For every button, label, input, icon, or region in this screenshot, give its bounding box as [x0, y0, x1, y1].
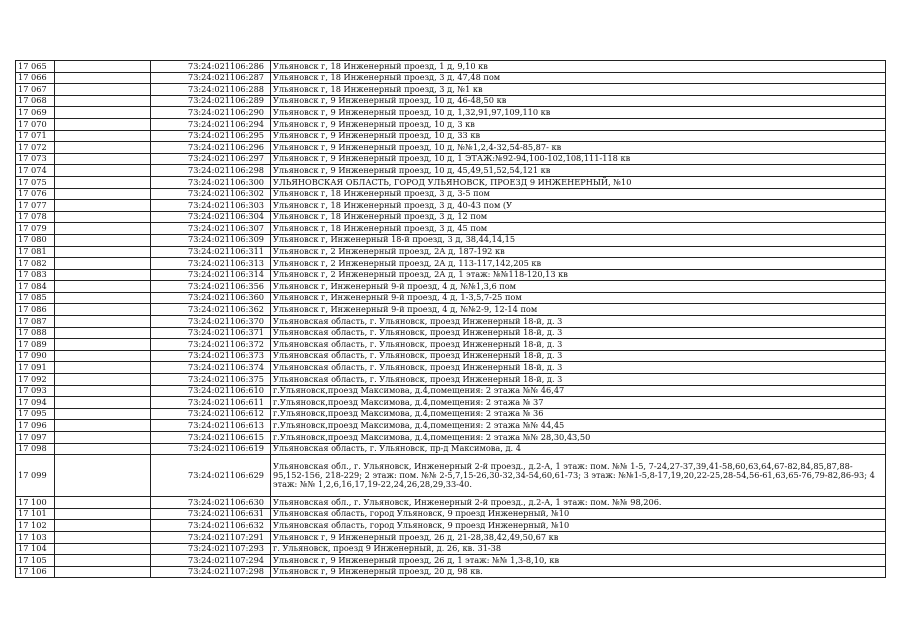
empty-cell — [55, 566, 151, 578]
empty-cell — [55, 281, 151, 293]
table-row — [16, 304, 886, 316]
row-number-cell: 17 073 — [16, 153, 55, 165]
cadastral-number-cell: 73:24:021106:288 — [151, 84, 271, 96]
address-cell: Ульяновская область, г. Ульяновск, проезд Инженерный 18-й, д. 3 — [271, 362, 886, 374]
row-number-cell: 17 074 — [16, 165, 55, 177]
cadastral-number-cell: 73:24:021107:291 — [151, 531, 271, 543]
table-row — [16, 269, 886, 281]
address-cell: Ульяновская область, г. Ульяновск, проезд Инженерный 18-й, д. 3 — [271, 350, 886, 362]
row-number-cell: 17 088 — [16, 327, 55, 339]
empty-cell — [55, 327, 151, 339]
table-row — [16, 176, 886, 188]
address-cell: Ульяновск г, 9 Инженерный проезд, 10 д, 3 кв — [271, 118, 886, 130]
cadastral-number-cell: 73:24:021106:286 — [151, 61, 271, 73]
empty-cell — [55, 258, 151, 270]
row-number-cell: 17 076 — [16, 188, 55, 200]
row-number-cell: 17 106 — [16, 566, 55, 578]
table-row — [16, 443, 886, 455]
cadastral-number-cell: 73:24:021107:298 — [151, 566, 271, 578]
row-number-cell: 17 091 — [16, 362, 55, 374]
cadastral-number-cell: 73:24:021106:302 — [151, 188, 271, 200]
empty-cell — [55, 142, 151, 154]
empty-cell — [55, 339, 151, 351]
cadastral-number-cell: 73:24:021106:289 — [151, 95, 271, 107]
cadastral-number-cell: 73:24:021106:297 — [151, 153, 271, 165]
cadastral-number-cell: 73:24:021106:371 — [151, 327, 271, 339]
table-row — [16, 555, 886, 567]
table-row — [16, 432, 886, 444]
cadastral-number-cell: 73:24:021106:314 — [151, 269, 271, 281]
cadastral-number-cell: 73:24:021106:373 — [151, 350, 271, 362]
empty-cell — [55, 555, 151, 567]
empty-cell — [55, 84, 151, 96]
row-number-cell: 17 087 — [16, 316, 55, 328]
table-row — [16, 234, 886, 246]
empty-cell — [55, 531, 151, 543]
empty-cell — [55, 246, 151, 258]
table-row — [16, 316, 886, 328]
cadastral-number-cell: 73:24:021106:374 — [151, 362, 271, 374]
empty-cell — [55, 107, 151, 119]
table-row — [16, 84, 886, 96]
row-number-cell: 17 092 — [16, 374, 55, 386]
row-number-cell: 17 100 — [16, 497, 55, 509]
row-number-cell: 17 070 — [16, 118, 55, 130]
empty-cell — [55, 497, 151, 509]
empty-cell — [55, 316, 151, 328]
table-row — [16, 455, 886, 497]
cadastral-number-cell: 73:24:021106:356 — [151, 281, 271, 293]
address-cell: Ульяновск г, 2 Инженерный проезд, 2А д, 187-192 кв — [271, 246, 886, 258]
address-cell: УЛЬЯНОВСКАЯ ОБЛАСТЬ, ГОРОД УЛЬЯНОВСК, ПРОЕЗД 9 ИНЖЕНЕРНЫЙ, №10 — [271, 176, 886, 188]
row-number-cell: 17 072 — [16, 142, 55, 154]
table-row — [16, 497, 886, 509]
cadastral-number-cell: 73:24:021106:611 — [151, 397, 271, 409]
cadastral-number-cell: 73:24:021106:632 — [151, 520, 271, 532]
table-row — [16, 520, 886, 532]
empty-cell — [55, 420, 151, 432]
table-row — [16, 107, 886, 119]
table-row — [16, 200, 886, 212]
empty-cell — [55, 95, 151, 107]
cadastral-number-cell: 73:24:021106:610 — [151, 385, 271, 397]
table-row — [16, 188, 886, 200]
address-cell: Ульяновск г, 9 Инженерный проезд, 26 д, 1 этаж: №№ 1,3-8,10, кв — [271, 555, 886, 567]
table-row — [16, 165, 886, 177]
cadastral-number-cell: 73:24:021106:631 — [151, 508, 271, 520]
row-number-cell: 17 066 — [16, 72, 55, 84]
address-cell: Ульяновская область, г. Ульяновск, проезд Инженерный 18-й, д. 3 — [271, 327, 886, 339]
cadastral-number-cell: 73:24:021106:372 — [151, 339, 271, 351]
address-cell: Ульяновск г, 9 Инженерный проезд, 10 д, №№1,2,4-32,54-85,87- кв — [271, 142, 886, 154]
cadastral-number-cell: 73:24:021106:313 — [151, 258, 271, 270]
table-row — [16, 258, 886, 270]
table-row — [16, 142, 886, 154]
cadastral-number-cell: 73:24:021106:613 — [151, 420, 271, 432]
address-cell: г.Ульяновск,проезд Максимова, д.4,помещения: 2 этажа №№ 28,30,43,50 — [271, 432, 886, 444]
table-row — [16, 397, 886, 409]
address-cell: Ульяновская область, г. Ульяновск, проезд Инженерный 18-й, д. 3 — [271, 339, 886, 351]
cadastral-number-cell: 73:24:021106:290 — [151, 107, 271, 119]
cadastral-number-cell: 73:24:021106:309 — [151, 234, 271, 246]
cadastral-number-cell: 73:24:021106:287 — [151, 72, 271, 84]
empty-cell — [55, 130, 151, 142]
address-cell: Ульяновск г, 2 Инженерный проезд, 2А д, 1 этаж: №№118-120,13 кв — [271, 269, 886, 281]
address-cell: Ульяновск г, Инженерный 9-й проезд, 4 д, №№2-9, 12-14 пом — [271, 304, 886, 316]
row-number-cell: 17 099 — [16, 455, 55, 497]
empty-cell — [55, 543, 151, 555]
empty-cell — [55, 362, 151, 374]
empty-cell — [55, 508, 151, 520]
cadastral-number-cell: 73:24:021106:615 — [151, 432, 271, 444]
empty-cell — [55, 234, 151, 246]
table-row — [16, 246, 886, 258]
table-row — [16, 408, 886, 420]
empty-cell — [55, 176, 151, 188]
cadastral-number-cell: 73:24:021106:375 — [151, 374, 271, 386]
address-cell: Ульяновск г, 2 Инженерный проезд, 2А д, 113-117,142,205 кв — [271, 258, 886, 270]
address-cell: Ульяновск г, 9 Инженерный проезд, 10 д, 45,49,51,52,54,121 кв — [271, 165, 886, 177]
row-number-cell: 17 102 — [16, 520, 55, 532]
row-number-cell: 17 080 — [16, 234, 55, 246]
row-number-cell: 17 096 — [16, 420, 55, 432]
address-cell: Ульяновск г, 9 Инженерный проезд, 10 д, 1,32,91,97,109,110 кв — [271, 107, 886, 119]
cadastral-number-cell: 73:24:021106:629 — [151, 455, 271, 497]
address-cell: Ульяновск г, 18 Инженерный проезд, 3 д, 47,48 пом — [271, 72, 886, 84]
cadastral-number-cell: 73:24:021106:612 — [151, 408, 271, 420]
table-row — [16, 350, 886, 362]
cadastral-number-cell: 73:24:021106:294 — [151, 118, 271, 130]
address-cell: Ульяновская обл., г. Ульяновск, Инженерный 2-й проезд., д.2-А, 1 этаж: пом. №№ 1-5, 7-24,27-37,39,41-58,60,63,64,67-82,84,85,87,88-95,152-156, 218-229; 2 этаж: пом. №№ 2-5,7,15-26,30-32,34-54,60,61-73; 3 этаж: №№1-5,8-17,19,20,22-25,28-54,56-61,63,65-76,79-82,86-93; 4 этаж: №№ 1,2,6,16,17,19-22,24,26,28,29,33-40. — [271, 455, 886, 497]
table-row — [16, 508, 886, 520]
address-cell: г.Ульяновск,проезд Максимова, д.4,помещения: 2 этажа № 37 — [271, 397, 886, 409]
cadastral-number-cell: 73:24:021106:311 — [151, 246, 271, 258]
cadastral-number-cell: 73:24:021106:304 — [151, 211, 271, 223]
row-number-cell: 17 094 — [16, 397, 55, 409]
table-row — [16, 153, 886, 165]
cadastral-number-cell: 73:24:021106:362 — [151, 304, 271, 316]
table-row — [16, 374, 886, 386]
table-row — [16, 61, 886, 73]
table-row — [16, 327, 886, 339]
row-number-cell: 17 065 — [16, 61, 55, 73]
empty-cell — [55, 211, 151, 223]
empty-cell — [55, 188, 151, 200]
cadastral-number-cell: 73:24:021106:630 — [151, 497, 271, 509]
address-cell: Ульяновск г, 9 Инженерный проезд, 10 д, 46-48,50 кв — [271, 95, 886, 107]
address-cell: Ульяновск г, 18 Инженерный проезд, 3 д, 3-5 пом — [271, 188, 886, 200]
address-cell: Ульяновск г, 9 Инженерный проезд, 26 д, 21-28,38,42,49,50,67 кв — [271, 531, 886, 543]
row-number-cell: 17 089 — [16, 339, 55, 351]
cadastral-number-cell: 73:24:021107:294 — [151, 555, 271, 567]
address-cell: Ульяновская область, город Ульяновск, 9 проезд Инженерный, №10 — [271, 520, 886, 532]
row-number-cell: 17 067 — [16, 84, 55, 96]
address-cell: Ульяновская область, город Ульяновск, 9 проезд Инженерный, №10 — [271, 508, 886, 520]
row-number-cell: 17 095 — [16, 408, 55, 420]
row-number-cell: 17 078 — [16, 211, 55, 223]
row-number-cell: 17 068 — [16, 95, 55, 107]
row-number-cell: 17 069 — [16, 107, 55, 119]
empty-cell — [55, 350, 151, 362]
table-row — [16, 531, 886, 543]
address-cell: Ульяновск г, 18 Инженерный проезд, 3 д, №1 кв — [271, 84, 886, 96]
empty-cell — [55, 385, 151, 397]
table-row — [16, 118, 886, 130]
cadastral-number-cell: 73:24:021106:296 — [151, 142, 271, 154]
table-row — [16, 566, 886, 578]
table-row — [16, 543, 886, 555]
registry-table-body — [16, 61, 886, 578]
row-number-cell: 17 081 — [16, 246, 55, 258]
row-number-cell: 17 105 — [16, 555, 55, 567]
address-cell: г. Ульяновск, проезд 9 Инженерный, д. 26, кв. 31-38 — [271, 543, 886, 555]
address-cell: Ульяновск г, Инженерный 9-й проезд, 4 д, №№1,3,6 пом — [271, 281, 886, 293]
table-row — [16, 95, 886, 107]
address-cell: Ульяновск г, 18 Инженерный проезд, 1 д, 9,10 кв — [271, 61, 886, 73]
table-row — [16, 339, 886, 351]
cadastral-number-cell: 73:24:021107:293 — [151, 543, 271, 555]
cadastral-number-cell: 73:24:021106:360 — [151, 292, 271, 304]
empty-cell — [55, 520, 151, 532]
address-cell: Ульяновская обл., г. Ульяновск, Инженерный 2-й проезд., д.2-А, 1 этаж: пом. №№ 98,206. — [271, 497, 886, 509]
row-number-cell: 17 097 — [16, 432, 55, 444]
address-cell: Ульяновск г, Инженерный 18-й проезд, 3 д, 38,44,14,15 — [271, 234, 886, 246]
cadastral-number-cell: 73:24:021106:298 — [151, 165, 271, 177]
row-number-cell: 17 071 — [16, 130, 55, 142]
address-cell: Ульяновская область, г. Ульяновск, проезд Инженерный 18-й, д. 3 — [271, 316, 886, 328]
cadastral-number-cell: 73:24:021106:303 — [151, 200, 271, 212]
cadastral-number-cell: 73:24:021106:370 — [151, 316, 271, 328]
table-row — [16, 385, 886, 397]
cadastral-number-cell: 73:24:021106:300 — [151, 176, 271, 188]
row-number-cell: 17 083 — [16, 269, 55, 281]
empty-cell — [55, 443, 151, 455]
table-row — [16, 72, 886, 84]
row-number-cell: 17 104 — [16, 543, 55, 555]
address-cell: Ульяновск г, 9 Инженерный проезд, 10 д, 1 ЭТАЖ:№92-94,100-102,108,111-118 кв — [271, 153, 886, 165]
address-cell: Ульяновская область, г. Ульяновск, пр-д Максимова, д. 4 — [271, 443, 886, 455]
empty-cell — [55, 455, 151, 497]
table-row — [16, 362, 886, 374]
empty-cell — [55, 408, 151, 420]
row-number-cell: 17 084 — [16, 281, 55, 293]
row-number-cell: 17 075 — [16, 176, 55, 188]
table-row — [16, 223, 886, 235]
row-number-cell: 17 098 — [16, 443, 55, 455]
address-cell: г.Ульяновск,проезд Максимова, д.4,помещения: 2 этажа №№ 46,47 — [271, 385, 886, 397]
empty-cell — [55, 223, 151, 235]
table-row — [16, 130, 886, 142]
table-row — [16, 420, 886, 432]
address-cell: г.Ульяновск,проезд Максимова, д.4,помещения: 2 этажа № 36 — [271, 408, 886, 420]
row-number-cell: 17 090 — [16, 350, 55, 362]
address-cell: Ульяновская область, г. Ульяновск, проезд Инженерный 18-й, д. 3 — [271, 374, 886, 386]
row-number-cell: 17 085 — [16, 292, 55, 304]
cadastral-number-cell: 73:24:021106:295 — [151, 130, 271, 142]
address-cell: Ульяновск г, 9 Инженерный проезд, 10 д, 33 кв — [271, 130, 886, 142]
table-row — [16, 211, 886, 223]
empty-cell — [55, 200, 151, 212]
row-number-cell: 17 086 — [16, 304, 55, 316]
empty-cell — [55, 61, 151, 73]
table-row — [16, 292, 886, 304]
row-number-cell: 17 077 — [16, 200, 55, 212]
table-row — [16, 281, 886, 293]
empty-cell — [55, 374, 151, 386]
address-cell: Ульяновск г, 18 Инженерный проезд, 3 д, 45 пом — [271, 223, 886, 235]
address-cell: Ульяновск г, Инженерный 9-й проезд, 4 д, 1-3,5,7-25 пом — [271, 292, 886, 304]
empty-cell — [55, 269, 151, 281]
address-cell: Ульяновск г, 18 Инженерный проезд, 3 д, 12 пом — [271, 211, 886, 223]
row-number-cell: 17 101 — [16, 508, 55, 520]
cadastral-number-cell: 73:24:021106:307 — [151, 223, 271, 235]
empty-cell — [55, 397, 151, 409]
empty-cell — [55, 165, 151, 177]
row-number-cell: 17 079 — [16, 223, 55, 235]
empty-cell — [55, 153, 151, 165]
address-cell: г.Ульяновск,проезд Максимова, д.4,помещения: 2 этажа №№ 44,45 — [271, 420, 886, 432]
empty-cell — [55, 292, 151, 304]
empty-cell — [55, 304, 151, 316]
address-cell: Ульяновск г, 9 Инженерный проезд, 20 д, 98 кв. — [271, 566, 886, 578]
empty-cell — [55, 118, 151, 130]
row-number-cell: 17 103 — [16, 531, 55, 543]
row-number-cell: 17 093 — [16, 385, 55, 397]
row-number-cell: 17 082 — [16, 258, 55, 270]
empty-cell — [55, 72, 151, 84]
empty-cell — [55, 432, 151, 444]
registry-table — [15, 60, 886, 578]
cadastral-number-cell: 73:24:021106:619 — [151, 443, 271, 455]
address-cell: Ульяновск г, 18 Инженерный проезд, 3 д, 40-43 пом (У — [271, 200, 886, 212]
